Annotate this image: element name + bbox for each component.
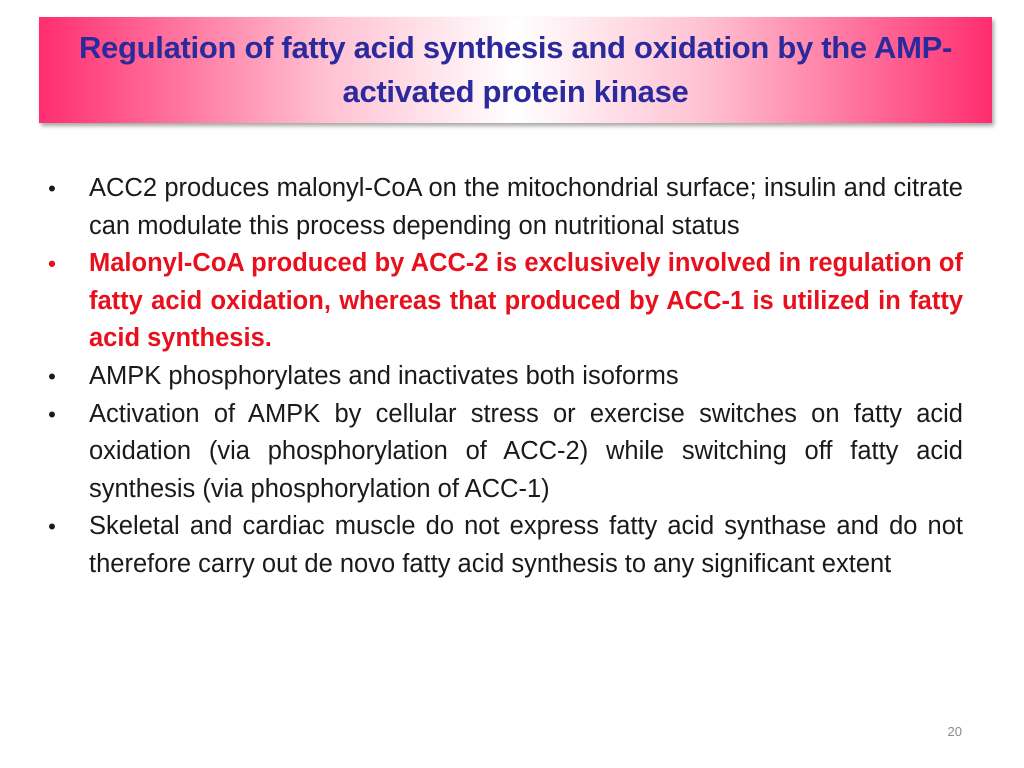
bullet-text: Malonyl-CoA produced by ACC-2 is exclusively involved in regulation of fatty acid oxidation, whereas that produced by ACC-1 is utilized in fatty acid synthesis. (89, 249, 963, 353)
bullet-item (42, 358, 963, 396)
slide-title: Regulation of fatty acid synthesis and oxidation by the AMP-activated protein kinase (78, 30, 953, 109)
bullet-point-icon: • (48, 251, 56, 277)
bullet-text: Activation of AMPK by cellular stress or exercise switches on fatty acid oxidation (via phosphorylation of ACC-2) while switching off fatty acid synthesis (via phosphorylation of ACC-1) (89, 399, 963, 503)
bullet-point-icon: • (48, 514, 56, 540)
bullet-item-highlighted (42, 245, 963, 358)
bullet-point-icon: • (48, 176, 56, 201)
bullet-point-icon: • (48, 401, 56, 427)
bullet-item (42, 396, 963, 509)
bullet-point-icon: • (48, 363, 56, 389)
bullet-text: ACC2 produces malonyl-CoA on the mitochondrial surface; insulin and citrate can modulate this process depending on nutritional status (89, 174, 963, 240)
bullet-text: Skeletal and cardiac muscle do not express fatty acid synthase and do not therefore carry out de novo fatty acid synthesis to any significant extent (89, 512, 963, 578)
bullet-list (42, 170, 963, 584)
page-number: 20 (947, 724, 962, 739)
bullet-text: AMPK phosphorylates and inactivates both isoforms (89, 361, 679, 390)
title-banner (39, 17, 992, 123)
bullet-item (42, 170, 963, 245)
bullet-item (42, 508, 963, 583)
